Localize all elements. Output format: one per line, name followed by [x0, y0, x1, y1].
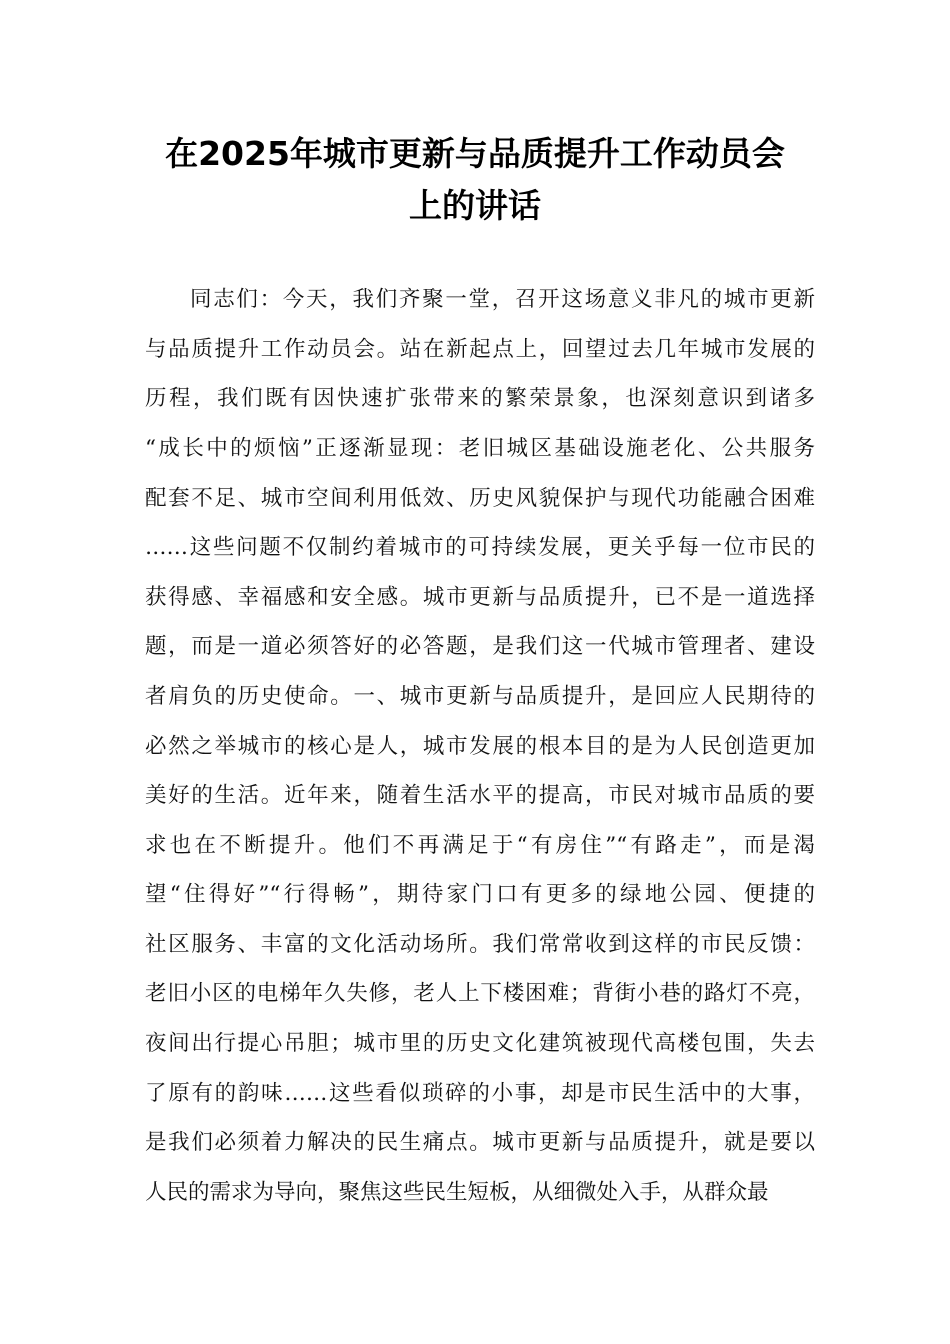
paragraph-line: 望“住得好”“行得畅”，期待家门口有更多的绿地公园、便捷的 [145, 882, 815, 907]
paragraph-line: “成长中的烦恼”正逐渐显现：老旧城区基础设施老化、公共服务 [145, 436, 815, 461]
paragraph-line: 同志们：今天，我们齐聚一堂，召开这场意义非凡的城市更新 [190, 287, 815, 312]
paragraph-line: 求也在不断提升。他们不再满足于“有房住”“有路走”，而是渴 [145, 833, 815, 858]
paragraph-line: 美好的生活。近年来，随着生活水平的提高，市民对城市品质的要 [145, 783, 815, 808]
paragraph-line: 者肩负的历史使命。一、城市更新与品质提升，是回应人民期待的 [145, 684, 815, 709]
paragraph-line: 历程，我们既有因快速扩张带来的繁荣景象，也深刻意识到诸多 [145, 386, 815, 411]
paragraph-line: 人民的需求为导向，聚焦这些民生短板，从细微处入手，从群众最 [145, 1180, 769, 1205]
paragraph-line: 夜间出行提心吊胆；城市里的历史文化建筑被现代高楼包围，失去 [145, 1031, 815, 1056]
paragraph-line: 是我们必须着力解决的民生痛点。城市更新与品质提升，就是要以 [145, 1130, 815, 1155]
paragraph-line: 与品质提升工作动员会。站在新起点上，回望过去几年城市发展的 [145, 337, 815, 362]
paragraph-line: 配套不足、城市空间利用低效、历史风貌保护与现代功能融合困难 [145, 486, 815, 511]
document-title-line-2: 上的讲话 [409, 186, 541, 225]
paragraph-line: ……这些问题不仅制约着城市的可持续发展，更关乎每一位市民的 [145, 535, 815, 560]
paragraph-line: 社区服务、丰富的文化活动场所。我们常常收到这样的市民反馈： [145, 932, 815, 957]
paragraph-line: 必然之举城市的核心是人，城市发展的根本目的是为人民创造更加 [145, 734, 815, 759]
paragraph-line: 获得感、幸福感和安全感。城市更新与品质提升，已不是一道选择 [145, 585, 815, 610]
paragraph-line: 了原有的韵味……这些看似琐碎的小事，却是市民生活中的大事， [145, 1081, 815, 1106]
paragraph-line: 题，而是一道必须答好的必答题，是我们这一代城市管理者、建设 [145, 634, 815, 659]
document-title-line-1: 在2025年城市更新与品质提升工作动员会 [165, 134, 785, 173]
paragraph-line: 老旧小区的电梯年久失修，老人上下楼困难；背街小巷的路灯不亮， [145, 981, 815, 1006]
